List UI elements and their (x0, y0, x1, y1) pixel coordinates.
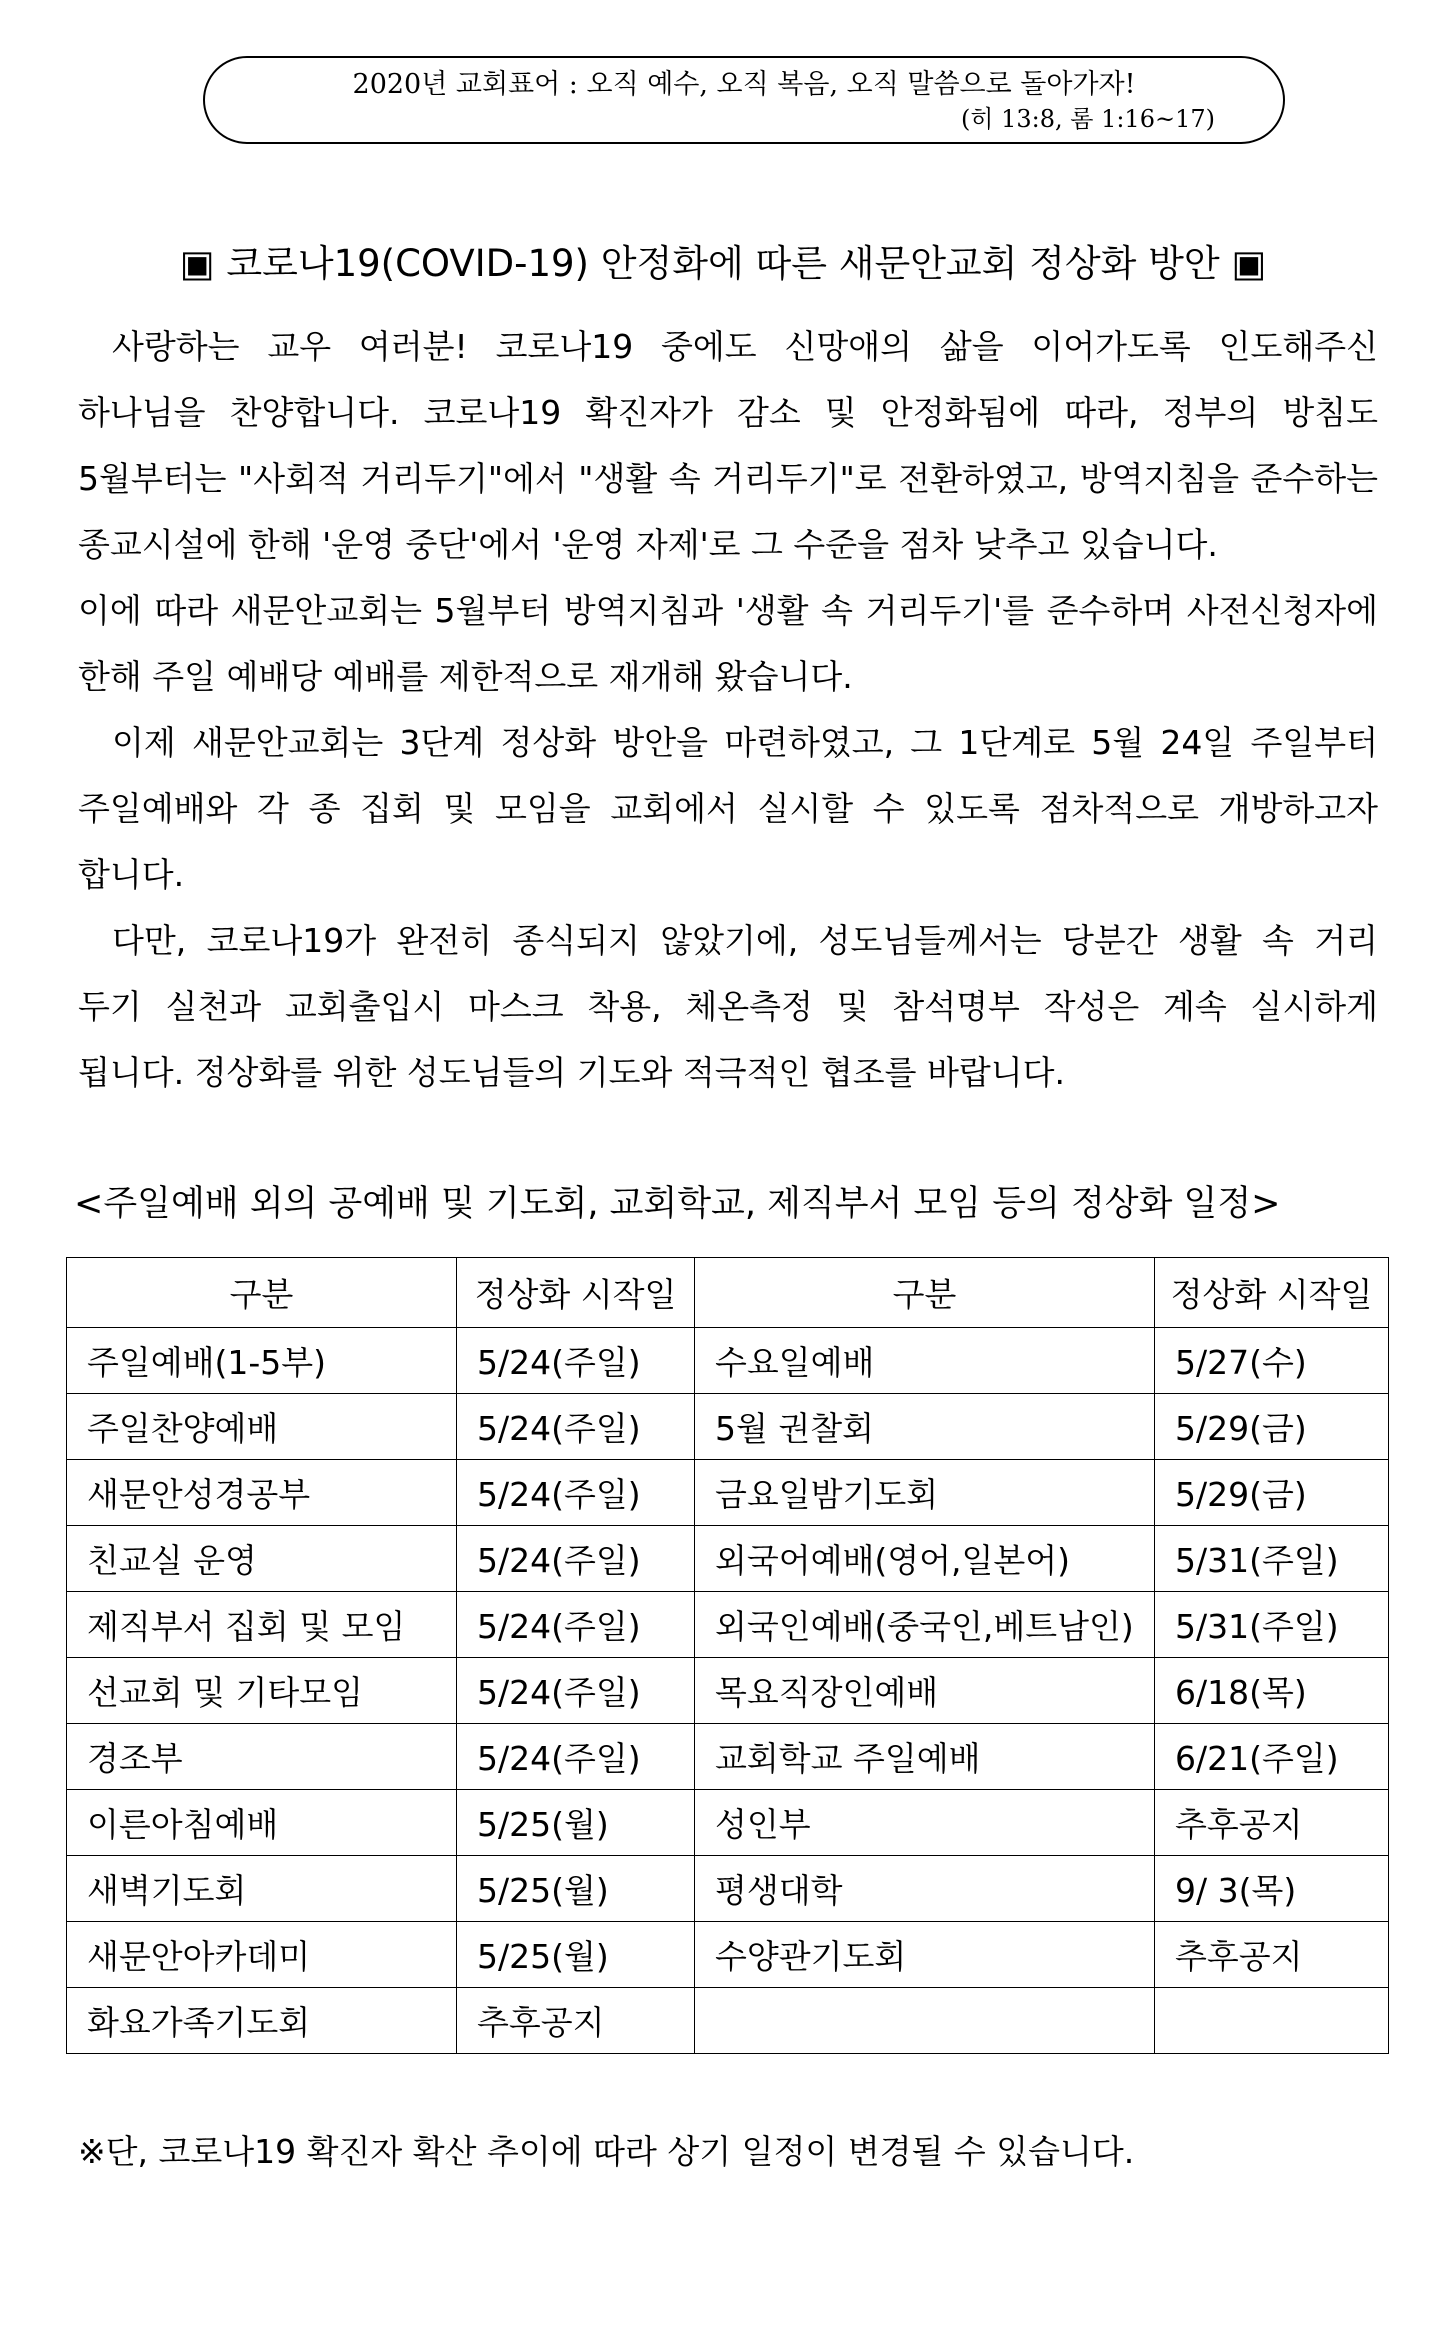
column-header-category: 구분 (67, 1258, 457, 1328)
table-cell: 5/25(월) (457, 1922, 695, 1988)
table-row (67, 1922, 1389, 1988)
table-cell: 외국어예배(영어,일본어) (695, 1526, 1155, 1592)
column-header-start-date: 정상화 시작일 (1155, 1258, 1389, 1328)
table-row (67, 1526, 1389, 1592)
table-row (67, 1988, 1389, 2054)
body-line: 이제 새문안교회는 3단계 정상화 방안을 마련하였고, 그 1단계로 5월 24일 주일부터 (112, 723, 1378, 762)
announcement-body (78, 314, 1378, 1106)
table-cell: 친교실 운영 (67, 1526, 457, 1592)
table-cell: 5/24(주일) (457, 1394, 695, 1460)
table-cell: 추후공지 (1155, 1922, 1389, 1988)
table-row (67, 1460, 1389, 1526)
table-cell: 목요직장인예배 (695, 1658, 1155, 1724)
table-cell: 5/24(주일) (457, 1526, 695, 1592)
column-header-start-date: 정상화 시작일 (457, 1258, 695, 1328)
table-cell: 5/24(주일) (457, 1460, 695, 1526)
table-cell (695, 1988, 1155, 2054)
table-cell: 선교회 및 기타모임 (67, 1658, 457, 1724)
table-cell: 5/24(주일) (457, 1724, 695, 1790)
table-cell: 이른아침예배 (67, 1790, 457, 1856)
body-line: 종교시설에 한해 '운영 중단'에서 '운영 자제'로 그 수준을 점차 낮추고 있습니다. (78, 525, 1218, 564)
table-cell: 6/18(목) (1155, 1658, 1389, 1724)
church-motto: 2020년 교회표어 : 오직 예수, 오직 복음, 오직 말씀으로 돌아가자! (352, 69, 1136, 100)
table-cell: 추후공지 (1155, 1790, 1389, 1856)
table-cell: 9/ 3(목) (1155, 1856, 1389, 1922)
table-cell: 새문안아카데미 (67, 1922, 457, 1988)
schedule-change-note: ※단, 코로나19 확진자 확산 추이에 따라 상기 일정이 변경될 수 있습니다. (78, 2132, 1135, 2171)
table-cell: 6/21(주일) (1155, 1724, 1389, 1790)
church-motto-box (203, 56, 1285, 144)
table-cell: 평생대학 (695, 1856, 1155, 1922)
table-cell: 5/31(주일) (1155, 1526, 1389, 1592)
table-cell: 새문안성경공부 (67, 1460, 457, 1526)
table-cell: 금요일밤기도회 (695, 1460, 1155, 1526)
table-row (67, 1790, 1389, 1856)
table-row (67, 1394, 1389, 1460)
table-cell: 5/29(금) (1155, 1460, 1389, 1526)
table-cell: 5/25(월) (457, 1790, 695, 1856)
table-cell: 5/25(월) (457, 1856, 695, 1922)
table-cell: 5/31(주일) (1155, 1592, 1389, 1658)
table-cell: 5/24(주일) (457, 1592, 695, 1658)
table-cell: 화요가족기도회 (67, 1988, 457, 2054)
body-line: 5월부터는 "사회적 거리두기"에서 "생활 속 거리두기"로 전환하였고, 방역지침을 준수하는 (78, 459, 1378, 498)
table-row (67, 1724, 1389, 1790)
table-cell: 5/27(수) (1155, 1328, 1389, 1394)
table-cell: 교회학교 주일예배 (695, 1724, 1155, 1790)
schedule-title: <주일예배 외의 공예배 및 기도회, 교회학교, 제직부서 모임 등의 정상화 일정> (74, 1184, 1281, 1224)
table-cell: 외국인예배(중국인,베트남인) (695, 1592, 1155, 1658)
table-cell: 성인부 (695, 1790, 1155, 1856)
body-line: 다만, 코로나19가 완전히 종식되지 않았기에, 성도님들께서는 당분간 생활 속 거리 (112, 921, 1378, 960)
table-cell: 5/24(주일) (457, 1328, 695, 1394)
table-row (67, 1328, 1389, 1394)
table-cell: 주일예배(1-5부) (67, 1328, 457, 1394)
table-cell: 5/24(주일) (457, 1658, 695, 1724)
table-cell: 주일찬양예배 (67, 1394, 457, 1460)
table-row (67, 1856, 1389, 1922)
schedule-table (66, 1257, 1389, 2054)
table-header-row (67, 1258, 1389, 1328)
table-cell: 5월 권찰회 (695, 1394, 1155, 1460)
body-line: 두기 실천과 교회출입시 마스크 착용, 체온측정 및 참석명부 작성은 계속 실시하게 (78, 987, 1378, 1026)
body-line: 이에 따라 새문안교회는 5월부터 방역지침과 '생활 속 거리두기'를 준수하며 사전신청자에 (78, 591, 1378, 630)
table-row (67, 1592, 1389, 1658)
table-cell (1155, 1988, 1389, 2054)
table-cell: 경조부 (67, 1724, 457, 1790)
table-cell: 수요일예배 (695, 1328, 1155, 1394)
body-line: 사랑하는 교우 여러분! 코로나19 중에도 신망애의 삶을 이어가도록 인도해주신 (112, 327, 1378, 366)
table-cell: 5/29(금) (1155, 1394, 1389, 1460)
body-line: 한해 주일 예배당 예배를 제한적으로 재개해 왔습니다. (78, 657, 853, 696)
body-line: 됩니다. 정상화를 위한 성도님들의 기도와 적극적인 협조를 바랍니다. (78, 1053, 1065, 1092)
table-cell: 제직부서 집회 및 모임 (67, 1592, 457, 1658)
column-header-category: 구분 (695, 1258, 1155, 1328)
document-title: ▣ 코로나19(COVID-19) 안정화에 따른 새문안교회 정상화 방안 ▣ (179, 242, 1267, 285)
body-line: 주일예배와 각 종 집회 및 모임을 교회에서 실시할 수 있도록 점차적으로 개방하고자 (78, 789, 1378, 828)
body-line: 하나님을 찬양합니다. 코로나19 확진자가 감소 및 안정화됨에 따라, 정부의 방침도 (78, 393, 1378, 432)
table-cell: 새벽기도회 (67, 1856, 457, 1922)
table-cell: 추후공지 (457, 1988, 695, 2054)
body-line: 합니다. (78, 855, 185, 894)
motto-scripture-reference: (히 13:8, 롬 1:16~17) (960, 105, 1215, 133)
table-cell: 수양관기도회 (695, 1922, 1155, 1988)
table-row (67, 1658, 1389, 1724)
